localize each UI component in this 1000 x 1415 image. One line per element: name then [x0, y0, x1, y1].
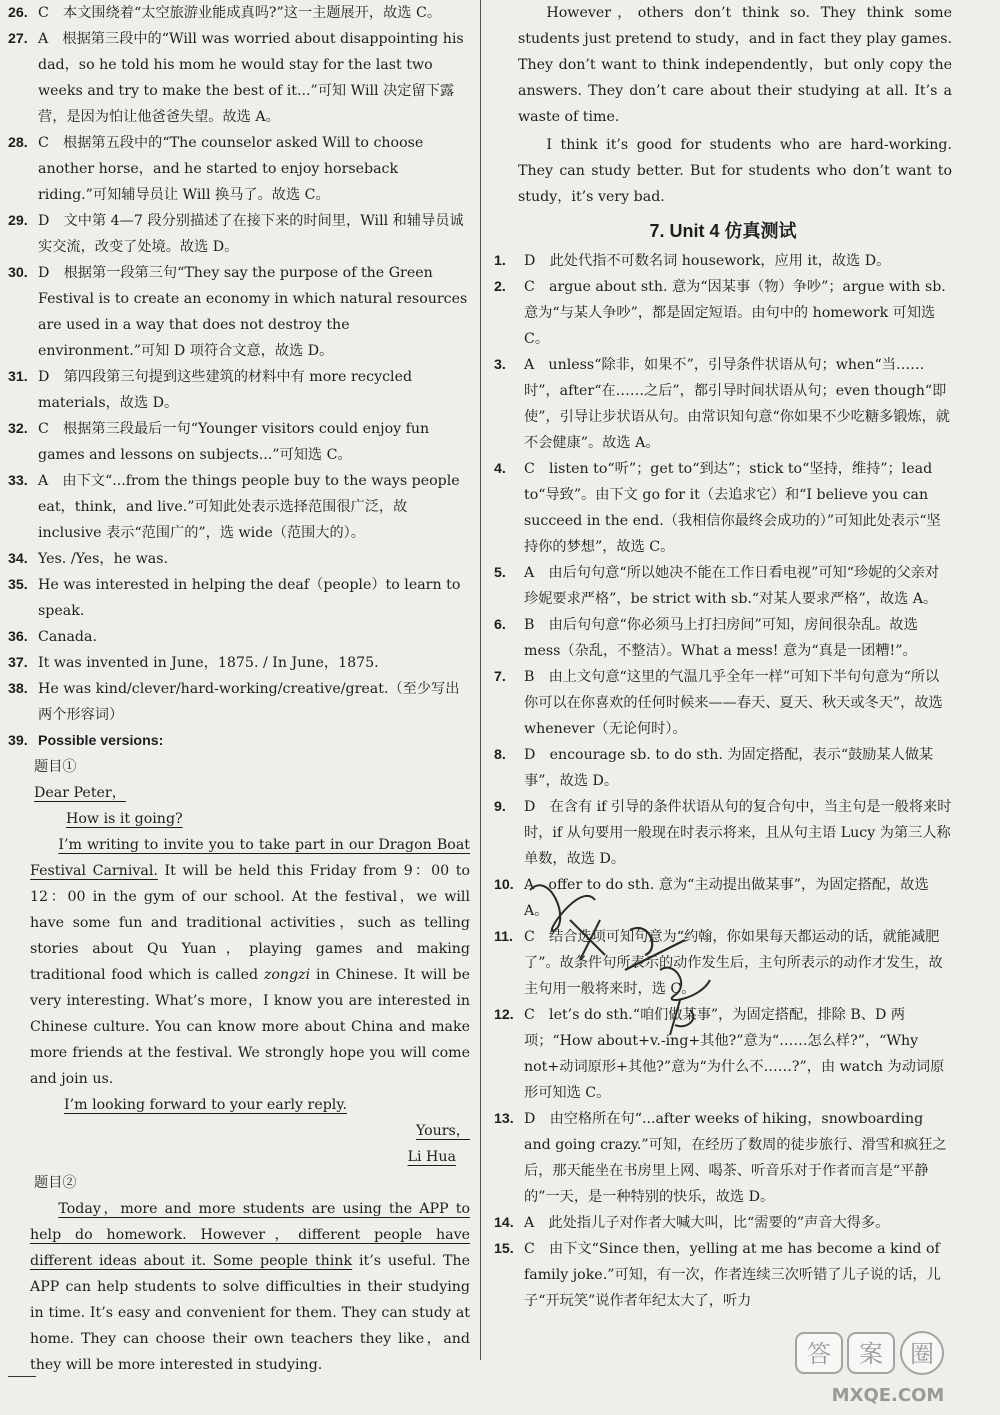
item-text: D 文中第 4—7 段分别描述了在接下来的时间里，Will 和辅导员诚实交流，改变了处境。故选 D。	[38, 213, 464, 255]
item-number: 7.	[494, 669, 506, 685]
left-column	[8, 0, 470, 1378]
answer-item-37	[8, 650, 470, 676]
item-number: 27.	[8, 31, 28, 47]
item-text: D 此处代指不可数名词 housework，应用 it，故选 D。	[524, 253, 891, 269]
answer-item-28	[8, 130, 470, 208]
answer-item-13	[494, 1106, 952, 1210]
yours-text: Yours，	[415, 1123, 470, 1139]
handwritten-scribble	[510, 860, 740, 1040]
essay-continued-paragraph-1: However，others don’t think so. They think some students just pretend to study，and in fact they play games. They don’t want to think independently，but only copy the answers. They don’t care about their studying at all. It’s a waste of time.	[518, 5, 952, 125]
item-number: 38.	[8, 681, 28, 697]
item-number: 8.	[494, 747, 506, 763]
item-number: 33.	[8, 473, 28, 489]
item-text: He was interested in helping the deaf（people）to learn to speak.	[38, 577, 461, 619]
watermark-logo	[788, 1329, 988, 1407]
item-number: 14.	[494, 1215, 514, 1231]
item-text: A offer to do sth. 意为“主动提出做某事”，为固定搭配，故选 A。	[524, 877, 929, 919]
item-text: He was kind/clever/hard-working/creative/great.（至少写出两个形容词）	[38, 681, 460, 723]
letter-greeting	[8, 780, 470, 806]
item-text: C 本文围绕着“太空旅游业能成真吗?”这一主题展开，故选 C。	[38, 5, 442, 21]
item-number: 13.	[494, 1111, 514, 1127]
letter-body-underlined: I’m writing to invite you to take part in our Dragon Boat Festival Carnival.	[30, 837, 470, 879]
answer-item-33	[8, 468, 470, 546]
item-text: C 根据第五段中的“The counselor asked Will to choose another horse，and he started to enjoy horseback riding.”可知辅导员让 Will 换马了。故选 C。	[38, 135, 424, 203]
item-text: C 由下文“Since then，yelling at me has become a kind of family joke.”可知，有一次，作者连续三次听错了儿子说的话，儿子“开玩笑”说作者年纪太大了，听力	[524, 1241, 941, 1309]
answer-item-5	[494, 560, 952, 612]
item-text: D 根据第一段第三句“They say the purpose of the Green Festival is to create an economy in which natural resources are used in a way that does not destroy the environment.”可知 D 项符合文意，故选 D。	[38, 265, 468, 359]
item-text: D 由空格所在句“...after weeks of hiking，snowboarding and going crazy.”可知，在经历了数周的徒步旅行、滑雪和疯狂之后，那天能坐在书房里上网、喝茶、听音乐对于作者而言是“平静的”一天，是一种特别的快乐，故选 D。	[524, 1111, 947, 1205]
topic-2-label: 题目②	[34, 1175, 77, 1191]
right-column	[494, 0, 952, 1314]
section-title: 7. Unit 4 仿真测试	[649, 221, 797, 241]
essay-body	[8, 1196, 470, 1378]
svg-text:圈: 圈	[910, 1340, 934, 1368]
essay-continued-paragraph-2: I think it’s good for students who are hard-working. They can study better. But for students who don’t want to study，it’s very bad.	[518, 137, 952, 205]
item-text: B 由上文句意“这里的气温几乎全年一样”可知下半句句意为“所以你可以在你喜欢的任何时候来——春天、夏天、秋天或冬天”，故选 whenever（无论何时）。	[524, 669, 943, 737]
answer-item-29	[8, 208, 470, 260]
item-number: 29.	[8, 213, 28, 229]
answer-item-34	[8, 546, 470, 572]
column-divider	[480, 0, 481, 1360]
letter-body-text: It will be held this Friday from 9：00 to 12：00 in the gym of our school. At the festival，we will have some fun and traditional activities，such as telling stories about Qu Yuan，playing games and making traditional food which is called	[30, 863, 471, 983]
answer-item-35	[8, 572, 470, 624]
item-number: 5.	[494, 565, 506, 581]
item-number: 15.	[494, 1241, 514, 1257]
topic-1-label: 题目①	[34, 759, 77, 775]
item-number: 37.	[8, 655, 28, 671]
item-number: 10.	[494, 877, 514, 893]
item-text: A 由下文“...from the things people buy to the ways people eat，think，and live.”可知此处表示选择范围很广泛，故 inclusive 表示“范围广的”，选 wide（范围大的）。	[38, 473, 460, 541]
letter-signature	[8, 1144, 470, 1170]
item-number: 34.	[8, 551, 28, 567]
item-text: Yes. /Yes，he was.	[38, 551, 169, 567]
item-number: 3.	[494, 357, 506, 373]
item-text: A 由后句句意“所以她决不能在工作日看电视”可知“珍妮的父亲对珍妮要求严格”，be strict with sb.“对某人要求严格”，故选 A。	[524, 565, 940, 607]
item-text: A 此处指儿子对作者大喊大叫，比“需要的”声音大得多。	[524, 1215, 890, 1231]
answer-item-2	[494, 274, 952, 352]
letter-closing	[8, 1092, 470, 1118]
item-number: 31.	[8, 369, 28, 385]
answer-item-27	[8, 26, 470, 130]
item-text: A unless“除非，如果不”，引导条件状语从句；when“当……时”，after“在……之后”，都引导时间状语从句；even though“即使”，引导让步状语从句。由常识知句意“你如果不少吃糖多锻炼，就不会健康”。故选 A。	[524, 357, 950, 451]
possible-versions-heading: Possible versions:	[38, 733, 164, 749]
greeting-text: Dear Peter，	[34, 785, 126, 801]
item-text: It was invented in June，1875. / In June，1875.	[38, 655, 379, 671]
letter-body-text-2: in Chinese. It will be very interesting. What’s more，I know you are interested in Chinese culture. You can know more about China and make more friends at the festival. We strongly hope you will come and join us.	[30, 967, 471, 1087]
item-text: A 根据第三段中的“Will was worried about disappointing his dad，so he told his mom he would stay for the last two weeks and try to make the best of it...”可知 Will 决定留下露营，是因为怕让他爸爸失望。故选 A。	[38, 31, 464, 125]
essay-underlined: Today，more and more students are using the APP to help do homework. However，different people have different ideas about it. Some people think	[30, 1201, 470, 1269]
item-text: D 在含有 if 引导的条件状语从句的复合句中，当主句是一般将来时时，if 从句要用一般现在时表示将来，且从句主语 Lucy 为第三人称单数，故选 D。	[524, 799, 952, 867]
answer-item-30	[8, 260, 470, 364]
answer-item-7	[494, 664, 952, 742]
letter-yours	[8, 1118, 470, 1144]
signature-text: Li Hua	[407, 1149, 456, 1165]
answer-item-8	[494, 742, 952, 794]
item-number: 12.	[494, 1007, 514, 1023]
answer-item-32	[8, 416, 470, 468]
item-text: D 第四段第三句提到这些建筑的材料中有 more recycled materials，故选 D。	[38, 369, 413, 411]
item-number: 6.	[494, 617, 506, 633]
item-text: D encourage sb. to do sth. 为固定搭配，表示“鼓励某人做某事”，故选 D。	[524, 747, 934, 789]
svg-text:MXQE.COM: MXQE.COM	[831, 1385, 945, 1406]
answer-item-26	[8, 0, 470, 26]
letter-body	[8, 832, 470, 1092]
answer-item-31	[8, 364, 470, 416]
essay-text: it’s useful. The APP can help students to solve difficulties in their studying in time. It’s easy and convenient for them. They can study at home. They can choose their own teachers they like，and they will be more interested in studying.	[30, 1253, 470, 1373]
item-text: C 根据第三段最后一句“Younger visitors could enjoy fun games and lessons on subjects...”可知选 C。	[38, 421, 430, 463]
item-text: C let’s do sth.“咱们做某事”，为固定搭配，排除 B、D 两项；“How about+v.-ing+其他?”意为“……怎么样?”，“Why not+动词原形+其他?”意为“为什么不……?”，由 watch 为动词原形可知选 C。	[524, 1007, 945, 1101]
item-number: 9.	[494, 799, 506, 815]
footer-rule	[8, 1376, 36, 1377]
item-number: 26.	[8, 5, 28, 21]
answer-item-3	[494, 352, 952, 456]
svg-text:答: 答	[807, 1340, 831, 1368]
item-number: 2.	[494, 279, 506, 295]
zongzi-word: zongzi	[263, 967, 311, 983]
item-text: Canada.	[38, 629, 97, 645]
opening-text: How is it going?	[66, 811, 183, 827]
item-number: 1.	[494, 253, 506, 269]
item-text: B 由后句句意“你必须马上打扫房间”可知，房间很杂乱。故选 mess（杂乱，不整洁）。What a mess! 意为“真是一团糟!”。	[524, 617, 918, 659]
item-number: 28.	[8, 135, 28, 151]
svg-text:案: 案	[859, 1340, 883, 1368]
letter-opening	[8, 806, 470, 832]
answer-item-14	[494, 1210, 952, 1236]
closing-text: I’m looking forward to your early reply.	[64, 1097, 347, 1113]
item-number: 39.	[8, 733, 28, 749]
answer-item-4	[494, 456, 952, 560]
item-number: 36.	[8, 629, 28, 645]
item-number: 4.	[494, 461, 506, 477]
item-number: 11.	[494, 929, 513, 945]
item-number: 30.	[8, 265, 28, 281]
answer-item-15	[494, 1236, 952, 1314]
item-number: 32.	[8, 421, 28, 437]
answer-item-39	[8, 728, 470, 754]
answer-item-1	[494, 248, 952, 274]
item-text: C 结合选项可知句意为“约翰，你如果每天都运动的话，就能减肥了”。故条件句所表示的动作发生后，主句所表示的动作才发生，故主句用一般将来时，选 C。	[524, 929, 943, 997]
answer-item-6	[494, 612, 952, 664]
answer-item-36	[8, 624, 470, 650]
item-text: C listen to“听”；get to“到达”；stick to“坚持，维持”；lead to“导致”。由下文 go for it（去追求它）和“I believe you can succeed in the end.（我相信你最终会成功的）”可知此处表示“坚持你的梦想”，故选 C。	[524, 461, 941, 555]
answer-item-38	[8, 676, 470, 728]
item-number: 35.	[8, 577, 28, 593]
item-text: C argue about sth. 意为“因某事（物）争吵”；argue with sb. 意为“与某人争吵”，都是固定短语。由句中的 homework 可知选 C。	[524, 279, 946, 347]
